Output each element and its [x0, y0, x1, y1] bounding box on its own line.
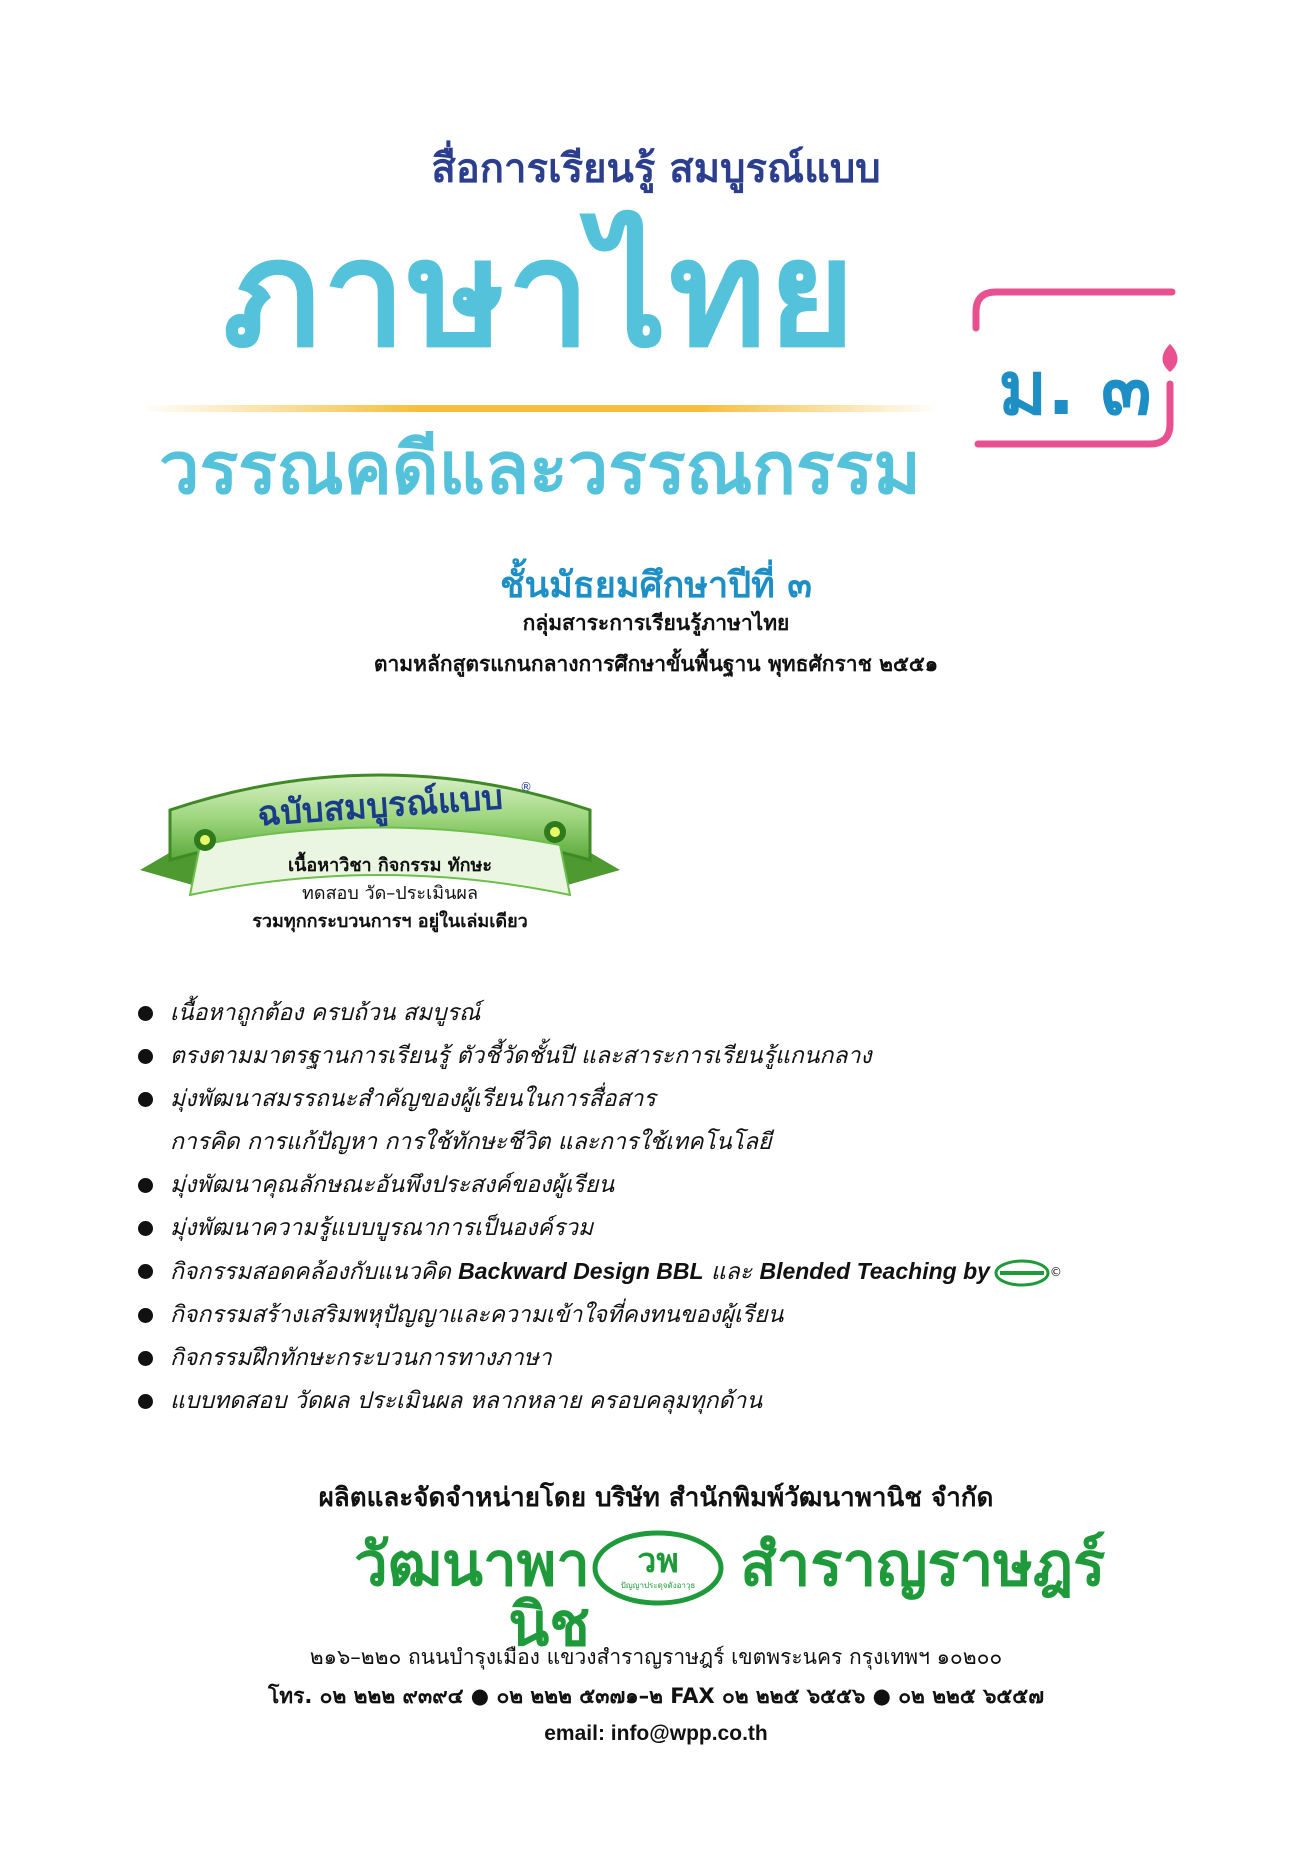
wpp-logo-icon: [994, 1258, 1050, 1288]
list-item: เนื้อหาถูกต้อง ครบถ้วน สมบูรณ์: [138, 992, 1138, 1035]
bullet-icon: [138, 1351, 153, 1366]
list-item: มุ่งพัฒนาความรู้แบบบูรณาการเป็นองค์รวม: [138, 1207, 1138, 1250]
brand-name-right: สำราญราษฎร์: [740, 1530, 1106, 1600]
publisher-logo-icon: [590, 1528, 726, 1608]
grade-level-badge: ม. ๓: [998, 346, 1152, 432]
curriculum-line: ตามหลักสูตรแกนกลางการศึกษาขั้นพื้นฐาน พุทธศักราช ๒๕๕๑: [373, 652, 939, 676]
edition-title: ฉบับสมบูรณ์แบบ: [255, 777, 505, 835]
list-item: ตรงตามมาตรฐานการเรียนรู้ ตัวชี้วัดชั้นปี และสาระการเรียนรู้แกนกลาง: [138, 1035, 1138, 1078]
bullet-icon: [138, 1178, 153, 1193]
bullet-icon: [138, 1221, 153, 1236]
bullet-icon: [138, 1308, 153, 1323]
publisher-phones: โทร. ๐๒ ๒๒๒ ๙๓๙๔ ● ๐๒ ๒๒๒ ๕๓๗๑–๒ FAX ๐๒ ๒๒๕ ๖๕๕๖ ● ๐๒ ๒๒๕ ๖๕๕๗: [267, 1684, 1044, 1708]
ribbon-line-1: เนื้อหาวิชา กิจกรรม ทักษะ: [287, 855, 493, 876]
svg-text:วพ: วพ: [637, 1541, 679, 1581]
list-item: กิจกรรมสอดคล้องกับแนวคิด Backward Design BBL และ Blended Teaching by ©: [138, 1250, 1138, 1294]
ribbon-line-2: ทดสอบ วัด–ประเมินผล: [302, 883, 478, 904]
publisher-address: ๒๑๖–๒๒๐ ถนนบำรุงเมือง แขวงสำราญราษฎร์ เขตพระนคร กรุงเทพฯ ๑๐๒๐๐: [309, 1645, 1003, 1669]
book-subtitle: วรรณคดีและวรรณกรรม: [159, 426, 921, 510]
bullet-icon: [138, 1264, 153, 1279]
feature-list: [138, 992, 1138, 1423]
list-item: มุ่งพัฒนาคุณลักษณะอันพึงประสงค์ของผู้เรียน: [138, 1164, 1138, 1207]
publisher-email: email: info@wpp.co.th: [544, 1722, 768, 1745]
tagline: สื่อการเรียนรู้ สมบูรณ์แบบ: [431, 146, 881, 192]
grade-title: ชั้นมัธยมศึกษาปีที่ ๓: [500, 565, 812, 606]
bullet-icon: [138, 1049, 153, 1064]
title-divider: [140, 405, 940, 412]
producer-line: ผลิตและจัดจำหน่ายโดย บริษัท สำนักพิมพ์วัฒนาพานิช จำกัด: [318, 1483, 994, 1513]
list-item: มุ่งพัฒนาสมรรถนะสำคัญของผู้เรียนในการสื่อสาร: [138, 1078, 1138, 1121]
subject-group: กลุ่มสาระการเรียนรู้ภาษาไทย: [522, 611, 790, 635]
list-item: กิจกรรมฝึกทักษะกระบวนการทางภาษา: [138, 1337, 1138, 1380]
svg-text:ปัญญาประดุจดังอาวุธ: ปัญญาประดุจดังอาวุธ: [620, 1581, 696, 1590]
bullet-icon: [138, 1006, 153, 1021]
flower-icon: [544, 821, 566, 843]
book-title: ภาษาไทย: [222, 208, 858, 380]
registered-mark: ®: [520, 780, 532, 794]
ribbon-line-3: รวมทุกกระบวนการฯ อยู่ในเล่มเดียว: [252, 911, 528, 932]
list-item-continuation: การคิด การแก้ปัญหา การใช้ทักษะชีวิต และการใช้เทคโนโลยี: [170, 1129, 772, 1155]
brand-name-left: วัฒนาพานิช: [354, 1530, 590, 1660]
bullet-icon: [138, 1394, 153, 1409]
bullet-icon: [138, 1092, 153, 1107]
list-item: แบบทดสอบ วัดผล ประเมินผล หลากหลาย ครอบคลุมทุกด้าน: [138, 1380, 1138, 1423]
list-item: กิจกรรมสร้างเสริมพหุปัญญาและความเข้าใจที่คงทนของผู้เรียน: [138, 1294, 1138, 1337]
